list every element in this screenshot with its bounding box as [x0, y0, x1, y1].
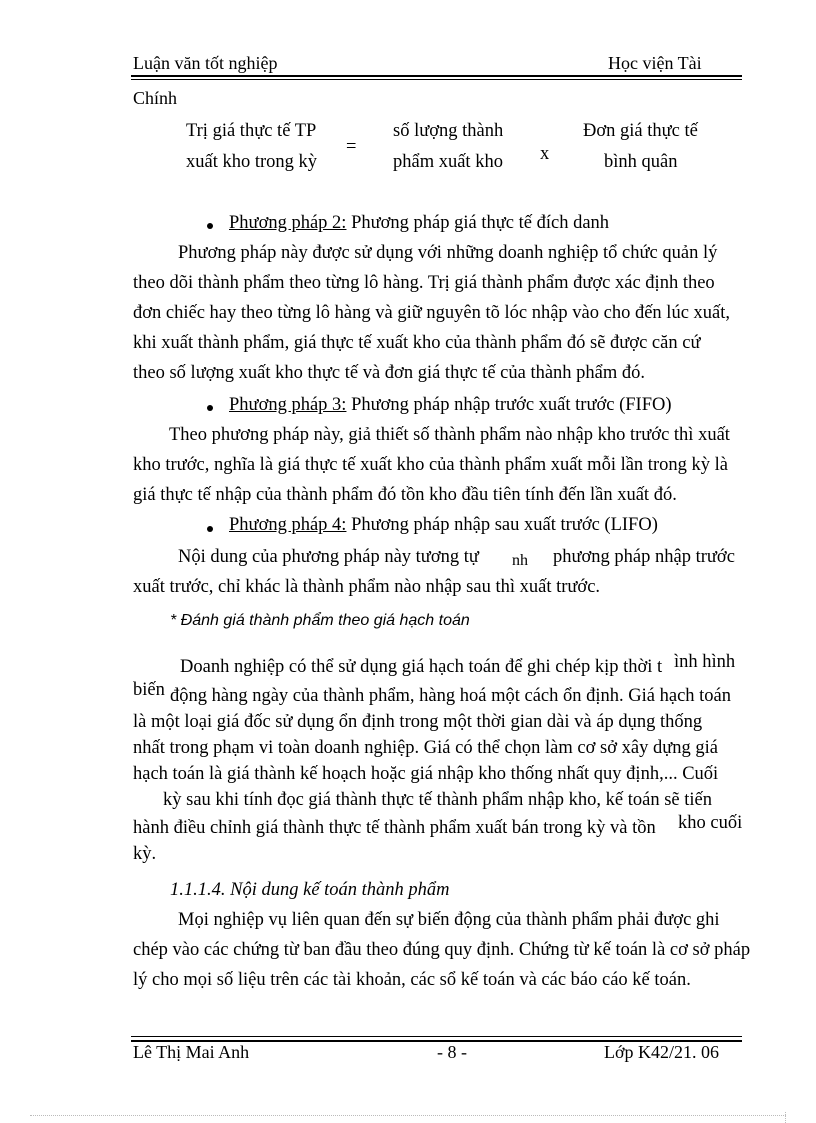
section-heading: 1.1.1.4. Nội dung kế toán thành phẩm	[170, 880, 450, 900]
para-ht-line8: kỳ.	[133, 844, 157, 864]
method-3-text: Phương pháp nhập trước xuất trước (FIFO)	[351, 395, 672, 415]
method-4-label: Phương pháp 4:	[229, 515, 347, 535]
para-m4-line1b: nh	[512, 552, 528, 569]
footer-left: Lê Thị Mai Anh	[133, 1042, 250, 1062]
method-2-text: Phương pháp giá thực tế đích danh	[351, 213, 610, 233]
para-ht-line5: hạch toán là giá thành kế hoạch hoặc giá nhập kho thống nhất quy định,... Cuối	[133, 764, 719, 784]
para-nd-line3: lý cho mọi số liệu trên các tài khoản, các sổ kế toán và các báo cáo kế toán.	[133, 970, 691, 990]
method-4-text: Phương pháp nhập sau xuất trước (LIFO)	[351, 515, 658, 535]
header-rule-thin	[131, 79, 742, 80]
bullet-icon	[207, 223, 213, 229]
para-m4-line2: xuất trước, chỉ khác là thành phẩm nào nhập sau thì xuất trước.	[133, 577, 601, 597]
formula-right-line1: Đơn giá thực tế	[583, 121, 698, 141]
footer-right: Lớp K42/21. 06	[604, 1042, 720, 1062]
method-2-heading	[229, 213, 609, 234]
footer-rule-thin	[131, 1036, 742, 1037]
bullet-icon	[207, 526, 213, 532]
header-right: Học viện Tài	[608, 53, 702, 73]
header-left: Luận văn tốt nghiệp	[133, 53, 278, 73]
page-edge-dotted-line	[30, 1115, 786, 1116]
method-3-heading	[229, 395, 672, 416]
para-ht-line2a: biến	[133, 680, 165, 700]
para-m2-line3: đơn chiếc hay theo từng lô hàng và giữ nguyên tõ lóc nhập vào cho đến lúc xuất,	[133, 303, 731, 323]
para-m4-line1c: phương pháp nhập trước	[553, 547, 735, 567]
para-ht-line1b: ình hình	[674, 652, 736, 672]
para-m2-line1: Phương pháp này được sử dụng với những doanh nghiệp tổ chức quản lý	[178, 243, 718, 263]
para-m3-line2: kho trước, nghĩa là giá thực tế xuất kho của thành phẩm xuất mỗi lần trong kỳ là	[133, 455, 728, 475]
para-m4-line1a: Nội dung của phương pháp này tương tự	[178, 547, 479, 567]
para-ht-line4: nhất trong phạm vi toàn doanh nghiệp. Giá có thể chọn làm cơ sở xây dựng giá	[133, 738, 718, 758]
formula-right-line2: bình quân	[604, 152, 678, 172]
para-ht-line2b: động hàng ngày của thành phẩm, hàng hoá một cách ổn định. Giá hạch toán	[170, 686, 732, 706]
formula-mid-line2: phẩm xuất kho	[393, 152, 503, 172]
subheading-hach-toan: * Đánh giá thành phẩm theo giá hạch toán	[170, 612, 470, 629]
para-ht-line3: là một loại giá đốc sử dụng ổn định trong một thời gian dài và áp dụng thống	[133, 712, 703, 732]
para-nd-line1: Mọi nghiệp vụ liên quan đến sự biến động của thành phẩm phải được ghi	[178, 910, 720, 930]
header-rule-thick	[131, 75, 742, 77]
para-m3-line3: giá thực tế nhập của thành phẩm đó tồn kho đầu tiên tính đến lần xuất đó.	[133, 485, 677, 505]
method-3-label: Phương pháp 3:	[229, 395, 347, 415]
para-ht-line7b: kho cuối	[678, 813, 743, 833]
page-edge-dotted-corner	[785, 1112, 786, 1123]
footer-page-number: - 8 -	[437, 1042, 467, 1062]
formula-left-line1: Trị giá thực tế TP	[186, 121, 317, 141]
header-continuation: Chính	[133, 88, 178, 108]
para-ht-line6: kỳ sau khi tính đọc giá thành thực tế thành phẩm nhập kho, kế toán sẽ tiến	[163, 790, 712, 810]
para-nd-line2: chép vào các chứng từ ban đầu theo đúng quy định. Chứng từ kế toán là cơ sở pháp	[133, 940, 751, 960]
formula-equals: =	[346, 137, 357, 157]
para-m3-line1: Theo phương pháp này, giả thiết số thành phẩm nào nhập kho trước thì xuất	[169, 425, 730, 445]
para-ht-line1a: Doanh nghiệp có thể sử dụng giá hạch toán để ghi chép kịp thời t	[180, 657, 663, 677]
formula-times: x	[540, 144, 550, 164]
method-2-label: Phương pháp 2:	[229, 213, 347, 233]
para-m2-line5: theo số lượng xuất kho thực tế và đơn giá thực tế của thành phẩm đó.	[133, 363, 646, 383]
bullet-icon	[207, 405, 213, 411]
method-4-heading	[229, 515, 658, 536]
para-ht-line7a: hành điều chỉnh giá thành thực tế thành phẩm xuất bán trong kỳ và tồn	[133, 818, 656, 838]
formula-left-line2: xuất kho trong kỳ	[186, 152, 318, 172]
formula-mid-line1: số lượng thành	[393, 121, 504, 141]
para-m2-line2: theo dõi thành phẩm theo từng lô hàng. Trị giá thành phẩm được xác định theo	[133, 273, 715, 293]
para-m2-line4: khi xuất thành phẩm, giá thực tế xuất kho của thành phẩm đó sẽ được căn cứ	[133, 333, 701, 353]
